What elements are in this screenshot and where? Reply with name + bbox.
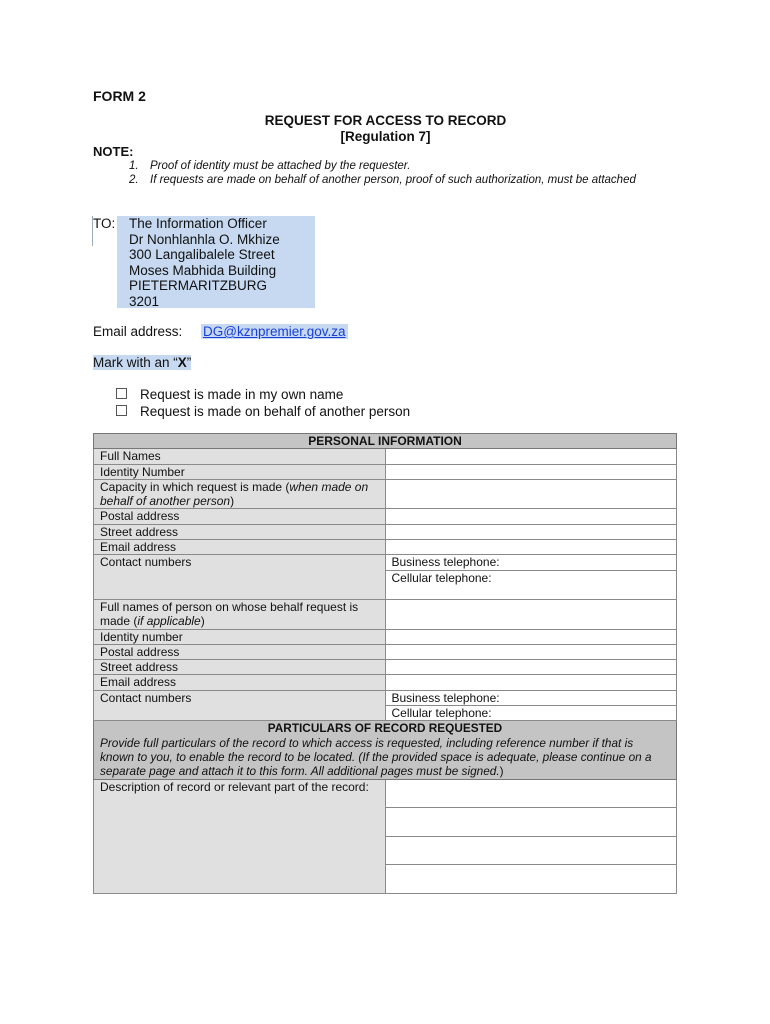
cellular-telephone-field[interactable]: Cellular telephone:	[386, 570, 677, 585]
email-address-2-field[interactable]	[385, 675, 677, 690]
note-item	[129, 173, 669, 187]
mark-x: X	[177, 355, 187, 370]
identity-number-2-label: Identity number	[94, 629, 386, 644]
description-line[interactable]	[386, 808, 677, 837]
form-title: REQUEST FOR ACCESS TO RECORD	[264, 113, 507, 128]
description-line[interactable]	[386, 837, 677, 866]
personal-information-header: PERSONAL INFORMATION	[94, 434, 677, 449]
business-telephone-field[interactable]: Business telephone:	[391, 555, 500, 570]
identity-number-field[interactable]	[385, 464, 677, 479]
behalf-person-note: if applicable	[137, 614, 201, 629]
full-names-field[interactable]	[385, 449, 677, 464]
contact-numbers-2-field	[385, 690, 677, 721]
capacity-field[interactable]	[385, 479, 677, 509]
email-address-field[interactable]	[385, 540, 677, 555]
street-address-2-label: Street address	[94, 660, 386, 675]
capacity-note: when made on behalf of another person	[100, 479, 369, 509]
description-field	[385, 779, 677, 893]
description-line[interactable]	[386, 865, 677, 893]
request-form-table	[93, 433, 677, 894]
description-line[interactable]	[386, 780, 677, 809]
address-line: 300 Langalibalele Street	[129, 247, 275, 262]
address-line: PIETERMARITZBURG	[129, 278, 268, 293]
identity-number-2-field[interactable]	[385, 629, 677, 644]
address-line: Moses Mabhida Building	[129, 262, 277, 278]
email-link[interactable]: DG@kznpremier.gov.za	[203, 324, 346, 339]
addressee-address	[129, 216, 280, 309]
street-address-2-field[interactable]	[385, 660, 677, 675]
note-number: 1.	[129, 160, 139, 172]
behalf-person-field[interactable]	[385, 599, 677, 629]
contact-numbers-label: Contact numbers	[94, 555, 386, 600]
particulars-section	[94, 721, 677, 779]
form-title-block	[93, 113, 678, 145]
description-label: Description of record or relevant part of the record:	[94, 779, 386, 893]
mark-instruction	[93, 355, 191, 370]
note-item	[129, 159, 669, 173]
option-own-name	[116, 387, 343, 402]
full-names-label: Full Names	[94, 449, 386, 464]
note-text: If requests are made on behalf of another person, proof of such authorization, must be attached	[150, 174, 636, 186]
capacity-close: )	[230, 494, 235, 509]
particulars-header: PARTICULARS OF RECORD REQUESTED	[267, 721, 503, 736]
mark-prefix: Mark with an “	[93, 355, 178, 370]
business-telephone-2-field[interactable]: Business telephone:	[391, 690, 500, 705]
postal-address-2-label: Postal address	[94, 644, 386, 659]
option-label: Request is made on behalf of another person	[140, 404, 411, 419]
mark-suffix: ”	[186, 355, 192, 370]
postal-address-2-field[interactable]	[385, 644, 677, 659]
address-line: Dr Nonhlanhla O. Mkhize	[129, 231, 280, 247]
instructions-close: )	[499, 764, 504, 779]
note-number: 2.	[129, 174, 139, 186]
identity-number-label: Identity Number	[94, 464, 386, 479]
to-label: TO:	[93, 216, 116, 231]
postal-address-field[interactable]	[385, 509, 677, 524]
behalf-person-label	[94, 599, 386, 629]
note-text: Proof of identity must be attached by the requester.	[150, 160, 411, 172]
capacity-label	[94, 479, 386, 509]
regulation-reference: [Regulation 7]	[340, 129, 431, 144]
note-label: NOTE:	[93, 144, 134, 159]
cellular-telephone-2-field[interactable]: Cellular telephone:	[386, 705, 677, 720]
option-label: Request is made in my own name	[140, 387, 344, 402]
email-address-label: Email address	[94, 540, 386, 555]
address-line: The Information Officer	[129, 216, 267, 231]
form-number: FORM 2	[93, 88, 146, 104]
capacity-text: Capacity in which request is made (	[100, 479, 290, 494]
address-line: 3201	[129, 293, 160, 309]
street-address-field[interactable]	[385, 524, 677, 539]
on-behalf-checkbox[interactable]	[116, 405, 127, 416]
particulars-instructions: Provide full particulars of the record to which access is requested, including reference number if that is known to you, to enable the record to be located. (If the provided space is adequate, please continue on a separate page and attach it to this form. All additional pages must be signed.	[100, 735, 652, 779]
contact-numbers-field	[385, 555, 677, 600]
street-address-label: Street address	[94, 524, 386, 539]
option-on-behalf	[116, 404, 410, 419]
email-label: Email address:	[93, 324, 183, 339]
email-address-2-label: Email address	[94, 675, 386, 690]
contact-spacer	[392, 585, 671, 599]
note-list	[129, 159, 669, 187]
behalf-person-text: Full names of person on whose behalf request is made (	[100, 599, 359, 629]
postal-address-label: Postal address	[94, 509, 386, 524]
own-name-checkbox[interactable]	[116, 388, 127, 399]
behalf-person-close: )	[200, 614, 205, 629]
contact-numbers-2-label: Contact numbers	[94, 690, 386, 721]
